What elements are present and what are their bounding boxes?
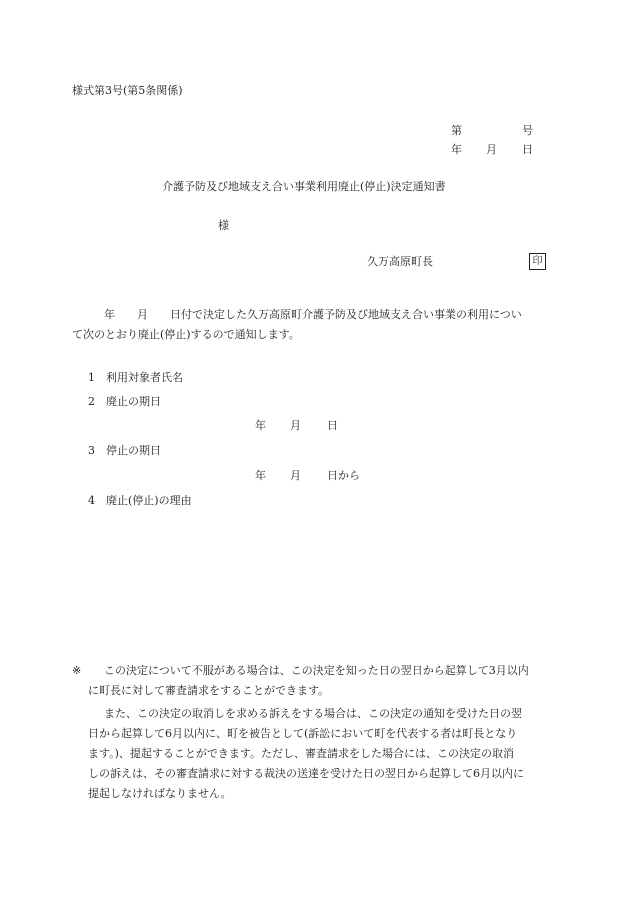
item-2-year: 年 <box>255 419 266 432</box>
notice-mark: ※ <box>72 664 82 677</box>
item-4-label: 廃止(停止)の理由 <box>106 494 192 507</box>
notice-line-1: この決定について不服がある場合は、この決定を知った日の翌日から起算して3月以内 <box>104 664 529 677</box>
document-title: 介護予防及び地域支え合い事業利用廃止(停止)決定通知書 <box>162 180 446 193</box>
issuer-name: 久万高原町長 <box>367 255 433 268</box>
item-4-number: 4 <box>88 494 95 507</box>
item-3-label: 停止の期日 <box>106 444 161 457</box>
notice-line-6: しの訴えは、その審査請求に対する裁決の送達を受けた日の翌日から起算して6月以内に <box>88 767 524 780</box>
item-2-label: 廃止の期日 <box>106 395 161 408</box>
item-3-month: 月 <box>290 469 301 482</box>
item-1-label: 利用対象者氏名 <box>106 371 183 384</box>
seal-mark: 印 <box>529 253 546 270</box>
item-1-number: 1 <box>88 371 95 384</box>
addressee-suffix: 様 <box>218 219 229 232</box>
item-2-number: 2 <box>88 395 95 408</box>
item-2-day: 日 <box>327 419 338 432</box>
notice-line-7: 提起しなければなりません。 <box>88 787 232 800</box>
date-month: 月 <box>486 143 497 156</box>
item-3-year: 年 <box>255 469 266 482</box>
number-suffix: 号 <box>522 124 533 137</box>
body-line-1: 年 月 日付で決定した久万高原町介護予防及び地域支え合い事業の利用につい <box>104 308 522 321</box>
notice-line-2: に町長に対して審査請求をすることができます。 <box>88 684 330 697</box>
date-day: 日 <box>522 143 533 156</box>
date-year: 年 <box>451 143 462 156</box>
notice-line-3: また、この決定の取消しを求める訴えをする場合は、この決定の通知を受けた日の翌 <box>104 707 522 720</box>
notice-line-4: 日から起算して6月以内に、町を被告として(訴訟において町を代表する者は町長となり <box>88 727 518 740</box>
notice-line-5: ます。)、提起することができます。ただし、審査請求をした場合には、この決定の取消 <box>88 747 515 760</box>
item-3-day: 日から <box>327 469 360 482</box>
number-prefix: 第 <box>451 124 462 137</box>
item-2-month: 月 <box>290 419 301 432</box>
form-label: 様式第3号(第5条関係) <box>72 84 183 97</box>
item-3-number: 3 <box>88 444 95 457</box>
body-line-2: て次のとおり廃止(停止)するので通知します。 <box>72 328 300 341</box>
